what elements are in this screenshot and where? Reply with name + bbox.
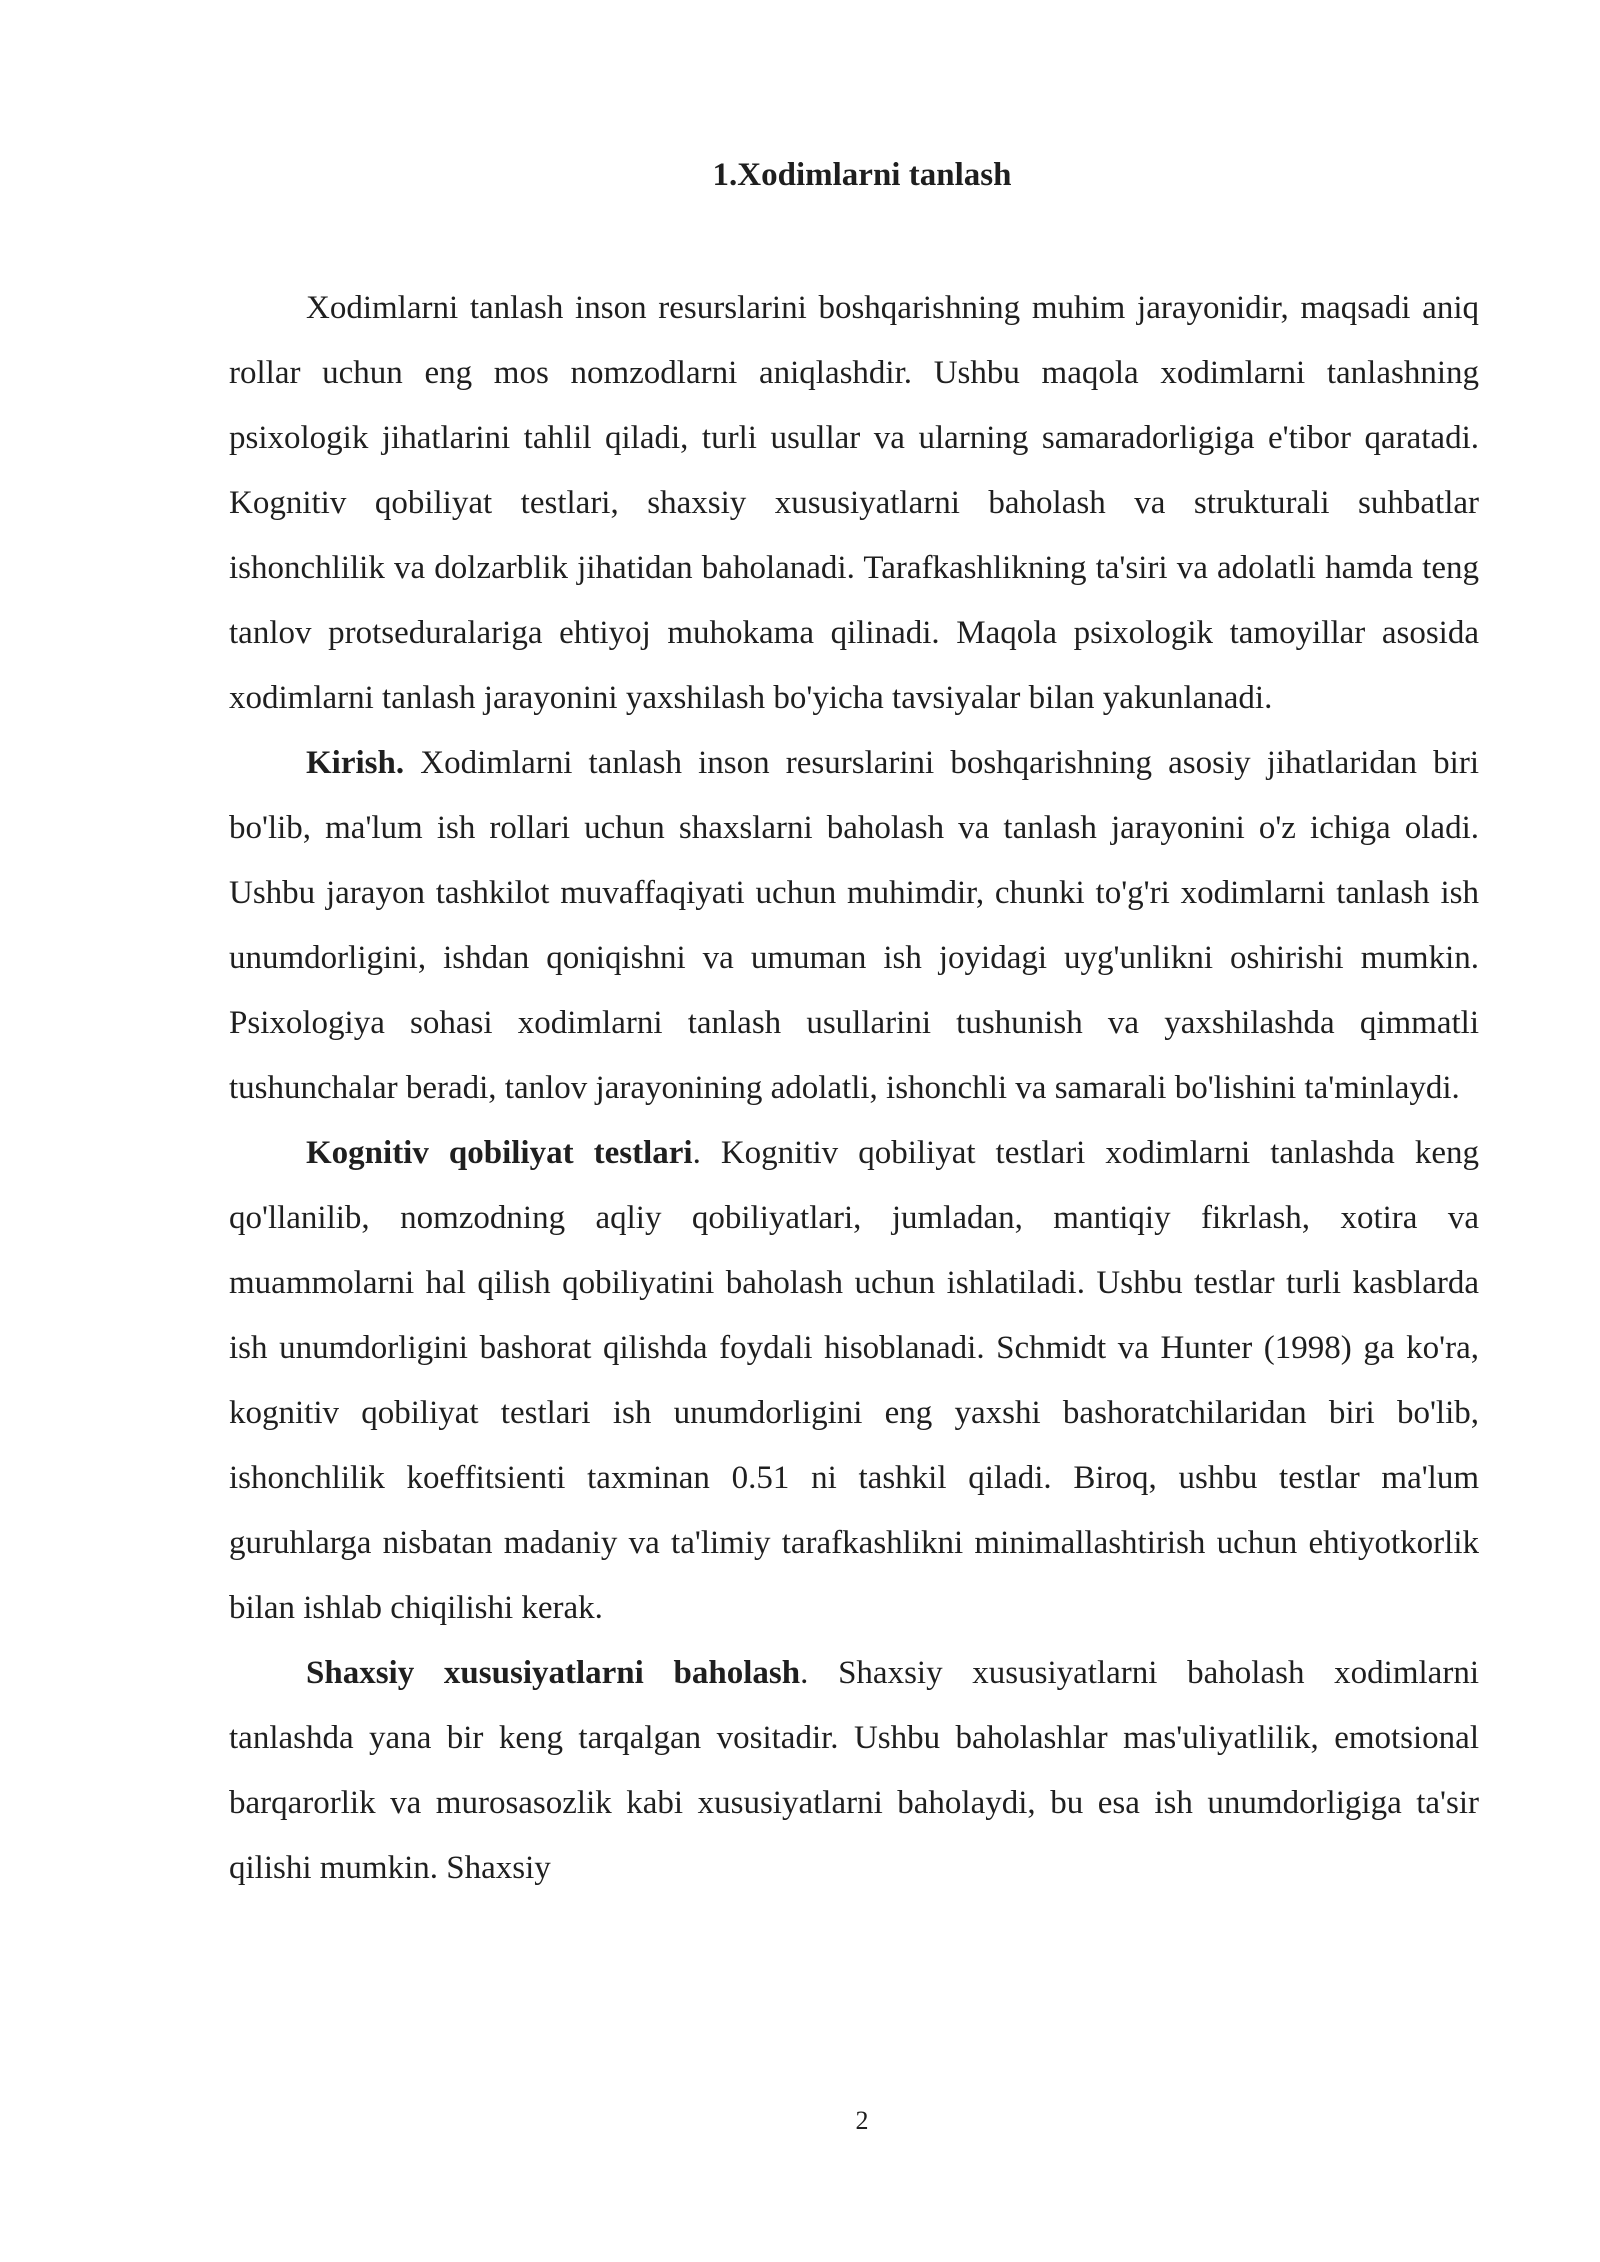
- section-heading-cognitive-tests: Kognitiv qobiliyat testlari: [306, 1135, 693, 1171]
- section-text-introduction: Xodimlarni tanlash inson resurslarini boshqarishning asosiy jihatlaridan biri bo'lib, ma'lum ish rollari uchun shaxslarni baholash va tanlash jarayonini o'z ichiga oladi. Ushbu jarayon tashkilot muvaffaqiyati uchun muhimdir, chunki to'g'ri xodimlarni tanlash ish unumdorligini, ishdan qoniqishni va umuman ish joyidagi uyg'unlikni oshirishi mumkin. Psixologiya sohasi xodimlarni tanlash usullarini tushunish va yaxshilashda qimmatli tushunchalar beradi, tanlov jarayonining adolatli, ishonchli va samarali bo'lishini ta'minlaydi.: [229, 745, 1479, 1106]
- abstract-paragraph: Xodimlarni tanlash inson resurslarini boshqarishning muhim jarayonidir, maqsadi aniq rollar uchun eng mos nomzodlarni aniqlashdir. Ushbu maqola xodimlarni tanlashning psixologik jihatlarini tahlil qiladi, turli usullar va ularning samaradorligiga e'tibor qaratadi. Kognitiv qobiliyat testlari, shaxsiy xususiyatlarni baholash va strukturali suhbatlar ishonchlilik va dolzarblik jihatidan baholanadi. Tarafkashlikning ta'siri va adolatli hamda teng tanlov protseduralariga ehtiyoj muhokama qilinadi. Maqola psixologik tamoyillar asosida xodimlarni tanlash jarayonini yaxshilash bo'yicha tavsiyalar bilan yakunlanadi.: [229, 290, 1479, 716]
- document-body: [229, 276, 1479, 1901]
- section-text-personality-assessment: . Shaxsiy xususiyatlarni baholash xodimlarni tanlashda yana bir keng tarqalgan vositadir. Ushbu baholashlar mas'uliyatlilik, emotsional barqarorlik va murosasozlik kabi xususiyatlarni baholaydi, bu esa ish unumdorligiga ta'sir qilishi mumkin. Shaxsiy: [229, 1655, 1479, 1886]
- section-paragraph-introduction: [229, 731, 1479, 1121]
- section-text-cognitive-tests: . Kognitiv qobiliyat testlari xodimlarni tanlashda keng qo'llanilib, nomzodning aqliy qobiliyatlari, jumladan, mantiqiy fikrlash, xotira va muammolarni hal qilish qobiliyatini baholash uchun ishlatiladi. Ushbu testlar turli kasblarda ish unumdorligini bashorat qilishda foydali hisoblanadi. Schmidt va Hunter (1998) ga ko'ra, kognitiv qobiliyat testlari ish unumdorligini eng yaxshi bashoratchilaridan biri bo'lib, ishonchlilik koeffitsienti taxminan 0.51 ni tashkil qiladi. Biroq, ushbu testlar ma'lum guruhlarga nisbatan madaniy va ta'limiy tarafkashlikni minimallashtirish uchun ehtiyotkorlik bilan ishlab chiqilishi kerak.: [229, 1135, 1479, 1626]
- page-number: 2: [855, 2106, 869, 2135]
- section-paragraph-personality-assessment: [229, 1641, 1479, 1901]
- section-paragraph-cognitive-tests: [229, 1121, 1479, 1641]
- section-heading-introduction: Kirish.: [306, 745, 405, 781]
- section-heading-personality-assessment: Shaxsiy xususiyatlarni baholash: [306, 1655, 801, 1691]
- page-title: 1.Xodimlarni tanlash: [712, 157, 1012, 193]
